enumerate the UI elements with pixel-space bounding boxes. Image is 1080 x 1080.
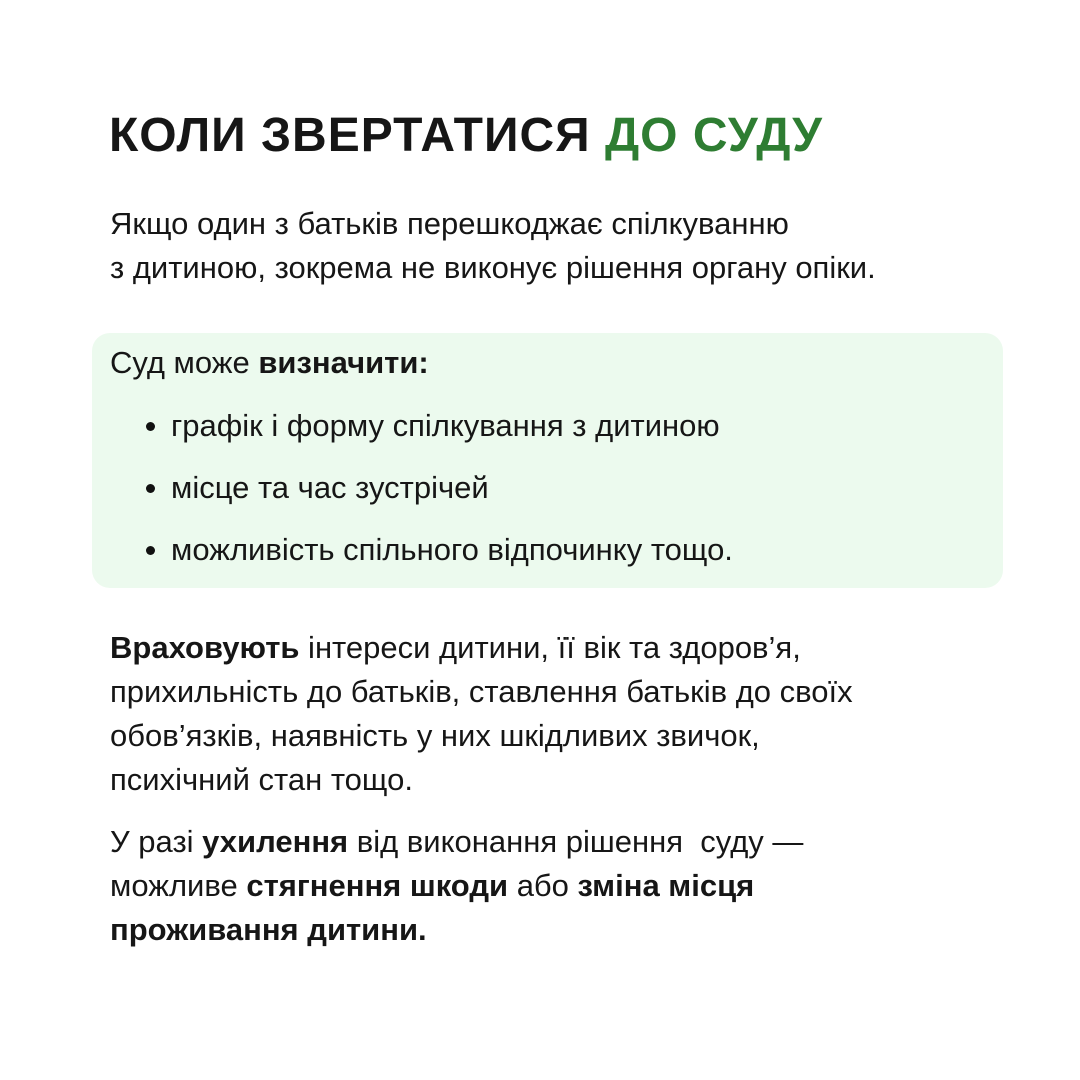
bullet-item bbox=[146, 466, 983, 510]
court-box-heading: Суд може визначити: bbox=[110, 345, 429, 380]
court-box-bullet-list bbox=[110, 404, 983, 572]
bullet-item bbox=[146, 404, 983, 448]
title-green-part: ДО СУДУ bbox=[604, 109, 823, 162]
court-powers-box bbox=[92, 333, 1003, 588]
bullet-dot-icon bbox=[146, 484, 155, 493]
bullet-text: можливість спільного відпочинку тощо. bbox=[171, 532, 733, 567]
bullet-dot-icon bbox=[146, 422, 155, 431]
bullet-text: місце та час зустрічей bbox=[171, 470, 489, 505]
bullet-item bbox=[146, 528, 983, 572]
considerations-paragraph: Враховують інтереси дитини, її вік та здоров’я, прихильність до батьків, ставлення батьків до своїх обов’язків, наявність у них шкідливих звичок, психічний стан тощо. bbox=[110, 630, 853, 797]
bullet-dot-icon bbox=[146, 546, 155, 555]
enforcement-paragraph: У разі ухилення від виконання рішення суду — можливе стягнення шкоди або зміна місця проживання дитини. bbox=[110, 824, 804, 947]
intro-paragraph: Якщо один з батьків перешкоджає спілкуванню з дитиною, зокрема не виконує рішення органу опіки. bbox=[110, 206, 876, 285]
bullet-text: графік і форму спілкування з дитиною bbox=[171, 408, 720, 443]
page-title bbox=[109, 109, 823, 162]
title-black-part: КОЛИ ЗВЕРТАТИСЯ bbox=[109, 109, 605, 162]
